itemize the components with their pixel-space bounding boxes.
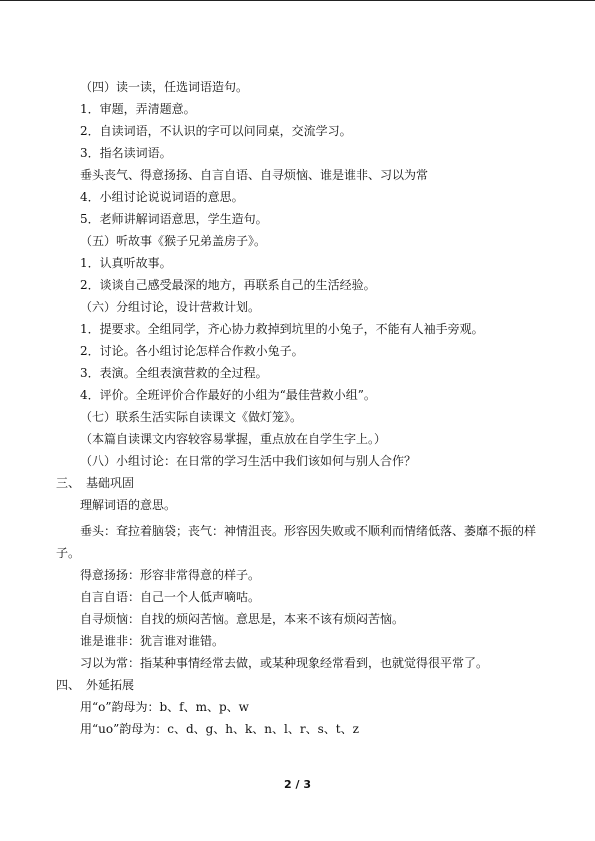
note-text: （本篇自读课文内容较容易掌握，重点放在自学生字上。） [80,432,387,446]
definition-text: 谁是谁非：犹言谁对谁错。 [80,634,225,648]
step-item: 2．谈谈自己感受最深的地方，再联系自己的生活经验。 [80,278,376,292]
step-item: 1．提要求。全组同学，齐心协力救掉到坑里的小兔子，不能有人袖手旁观。 [80,322,484,336]
section-heading-6: （六）分组讨论，设计营救计划。 [80,300,261,314]
step-item: 2．自读词语，不认识的字可以问同桌，交流学习。 [80,124,352,138]
section-heading-5: （五）听故事《猴子兄弟盖房子》。 [80,234,267,248]
definition-text: 自言自语：自己一个人低声嘀咕。 [80,590,261,604]
pinyin-rule: 用“o”韵母为：b、f、m、p、w [80,700,249,714]
section-heading-7: （七）联系生活实际自读课文《做灯笼》。 [80,410,303,424]
section-heading-8: （八）小组讨论：在日常的学习生活中我们该如何与别人合作？ [80,454,417,468]
step-item: 5．老师讲解词语意思，学生造句。 [80,212,268,226]
definition-text: 自寻烦恼：自找的烦闷苦恼。意思是，本来不该有烦闷苦恼。 [80,612,405,626]
section-heading-4: （四）读一读，任选词语造句。 [80,80,249,94]
part-heading-4: 四、 外延拓展 [56,678,135,692]
step-item: 2．讨论。各小组讨论怎样合作救小兔子。 [80,344,304,358]
definition-text: 得意扬扬：形容非常得意的样子。 [80,568,261,582]
step-item: 4．小组讨论说说词语的意思。 [80,190,244,204]
step-item: 4．评价。全班评价合作最好的小组为“最佳营救小组”。 [80,388,376,402]
step-item: 3．表演。全组表演营救的全过程。 [80,366,268,380]
step-item: 1．认真听故事。 [80,256,172,270]
step-item: 1．审题，弄清题意。 [80,102,196,116]
instruction-text: 理解词语的意思。 [80,498,177,512]
page-number: 2 / 3 [284,778,311,791]
step-item: 3．指名读词语。 [80,146,172,160]
pinyin-rule: 用“uo”韵母为：c、d、g、h、k、n、l、r、s、t、z [80,722,359,736]
word-list: 垂头丧气、得意扬扬、自言自语、自寻烦恼、谁是谁非、习以为常 [80,168,429,182]
definition-text: 垂头：耷拉着脑袋；丧气：神情沮丧。形容因失败或不顺利而情绪低落、萎靡不振的样子。 [56,524,537,560]
definition-text: 习以为常：指某种事情经常去做，或某种现象经常看到，也就觉得很平常了。 [80,656,489,670]
part-heading-3: 三、 基础巩固 [56,476,135,490]
